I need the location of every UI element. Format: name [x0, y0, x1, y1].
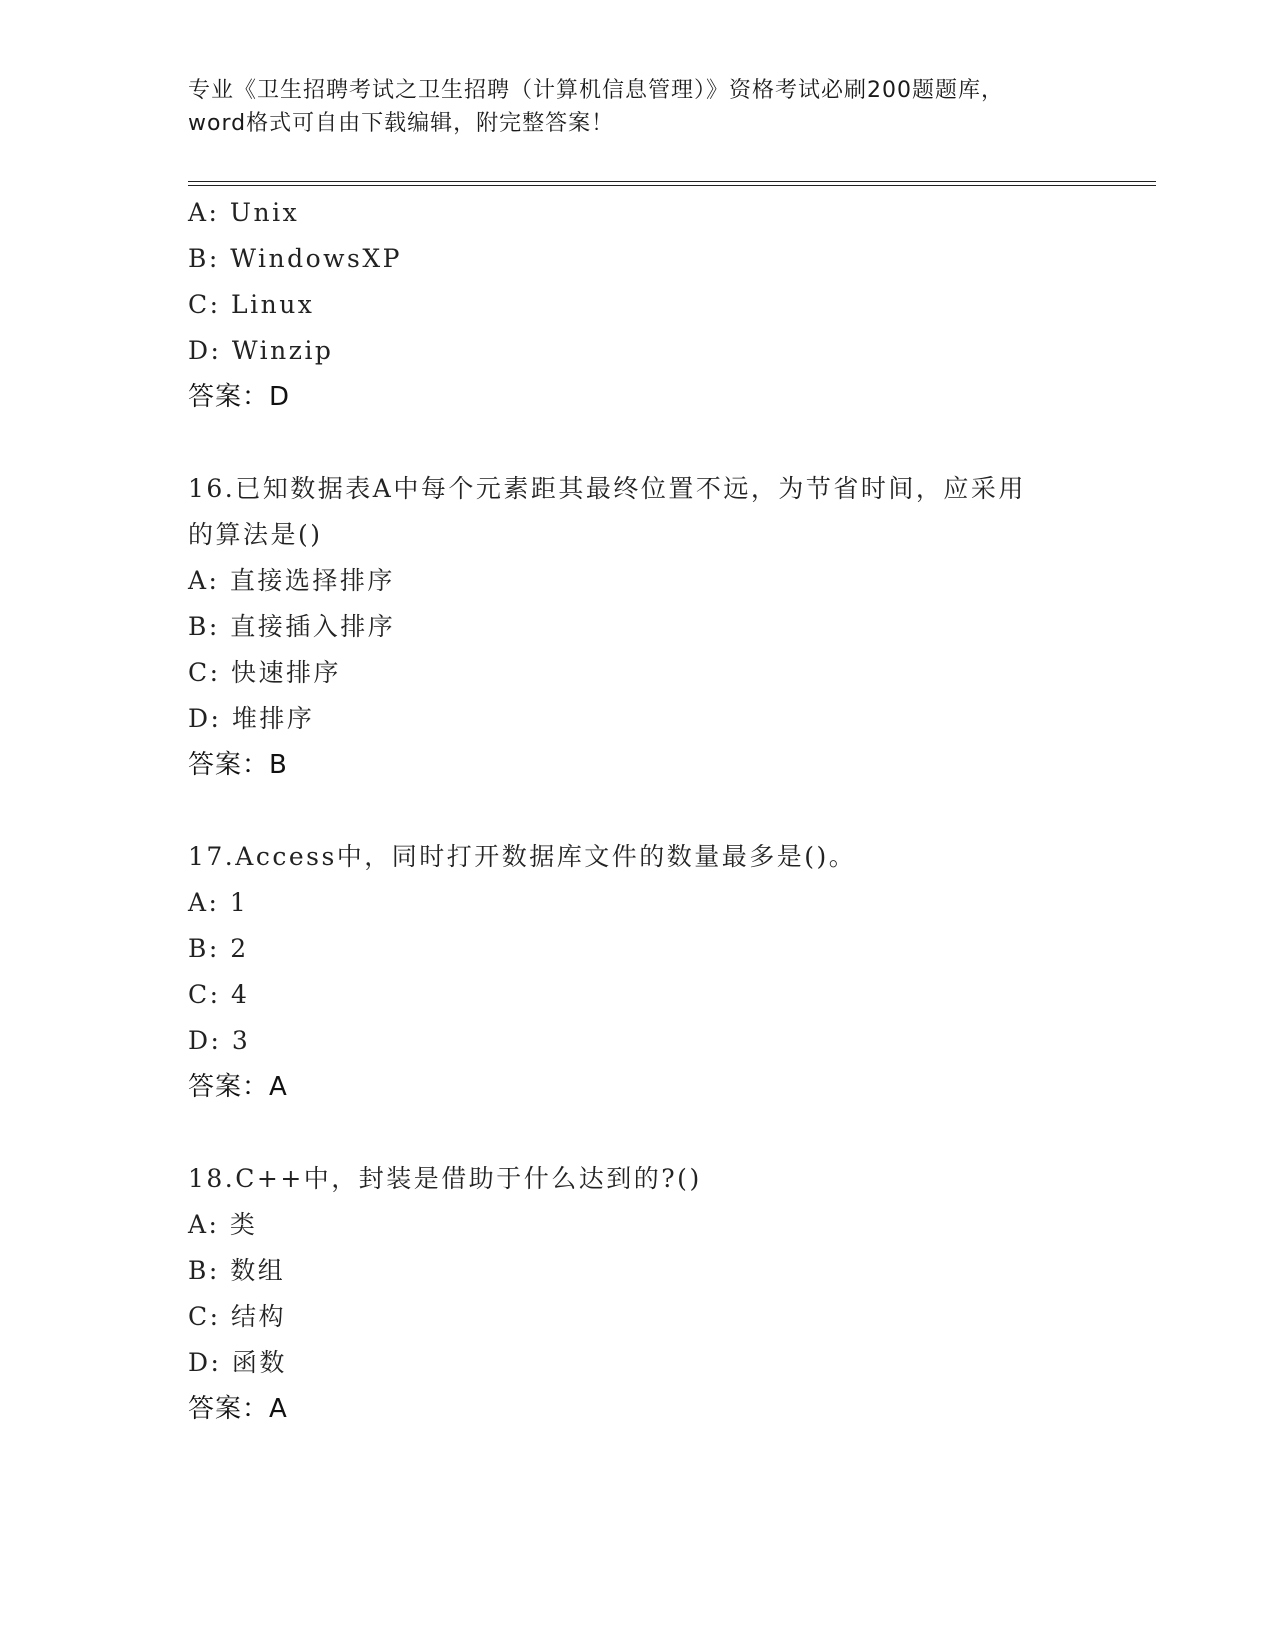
- document-header: [188, 74, 1088, 140]
- question-text: [188, 466, 1088, 558]
- header-title-line-1: 专业《卫生招聘考试之卫生招聘（计算机信息管理）》资格考试必刷200题题库，: [188, 78, 1004, 103]
- option-a: A: 类: [188, 1210, 258, 1239]
- option-c: C: 4: [188, 980, 250, 1009]
- question-15-block: [188, 190, 1088, 420]
- option-d: D: 函数: [188, 1348, 287, 1377]
- option-c: C: Linux: [188, 290, 315, 319]
- answer-label: 答案：A: [188, 1072, 288, 1102]
- option-a: A: Unix: [188, 198, 300, 227]
- option-c: C: 结构: [188, 1302, 286, 1331]
- option-a: A: 1: [188, 888, 249, 917]
- header-title-line-2: word格式可自由下载编辑，附完整答案！: [188, 111, 615, 136]
- answer-label: 答案：D: [188, 382, 291, 412]
- question-list: [188, 190, 1088, 1432]
- question-text-line-2: 的算法是(): [188, 520, 323, 549]
- spacer: [188, 788, 1088, 834]
- option-d: D: Winzip: [188, 336, 334, 365]
- answer-label: 答案：A: [188, 1394, 288, 1424]
- option-b: B: 数组: [188, 1256, 286, 1285]
- answer-label: 答案：B: [188, 750, 288, 780]
- option-b: B: 直接插入排序: [188, 612, 396, 641]
- option-d: D: 堆排序: [188, 704, 315, 733]
- question-text: [188, 1156, 1088, 1202]
- question-text: [188, 834, 1088, 880]
- question-text-line-1: 17.Access中，同时打开数据库文件的数量最多是()。: [188, 842, 857, 871]
- header-divider-top: [188, 181, 1156, 182]
- question-16-block: [188, 466, 1088, 788]
- spacer: [188, 1110, 1088, 1156]
- question-text-line-1: 18.C++中，封装是借助于什么达到的?(): [188, 1164, 702, 1193]
- question-18-block: [188, 1156, 1088, 1432]
- option-a: A: 直接选择排序: [188, 566, 395, 595]
- option-c: C: 快速排序: [188, 658, 341, 687]
- header-divider-bottom: [188, 185, 1156, 186]
- question-17-block: [188, 834, 1088, 1110]
- option-b: B: 2: [188, 934, 249, 963]
- question-text-line-1: 16.已知数据表A中每个元素距其最终位置不远，为节省时间，应采用: [188, 474, 1026, 503]
- spacer: [188, 420, 1088, 466]
- option-b: B: WindowsXP: [188, 244, 402, 273]
- option-d: D: 3: [188, 1026, 251, 1055]
